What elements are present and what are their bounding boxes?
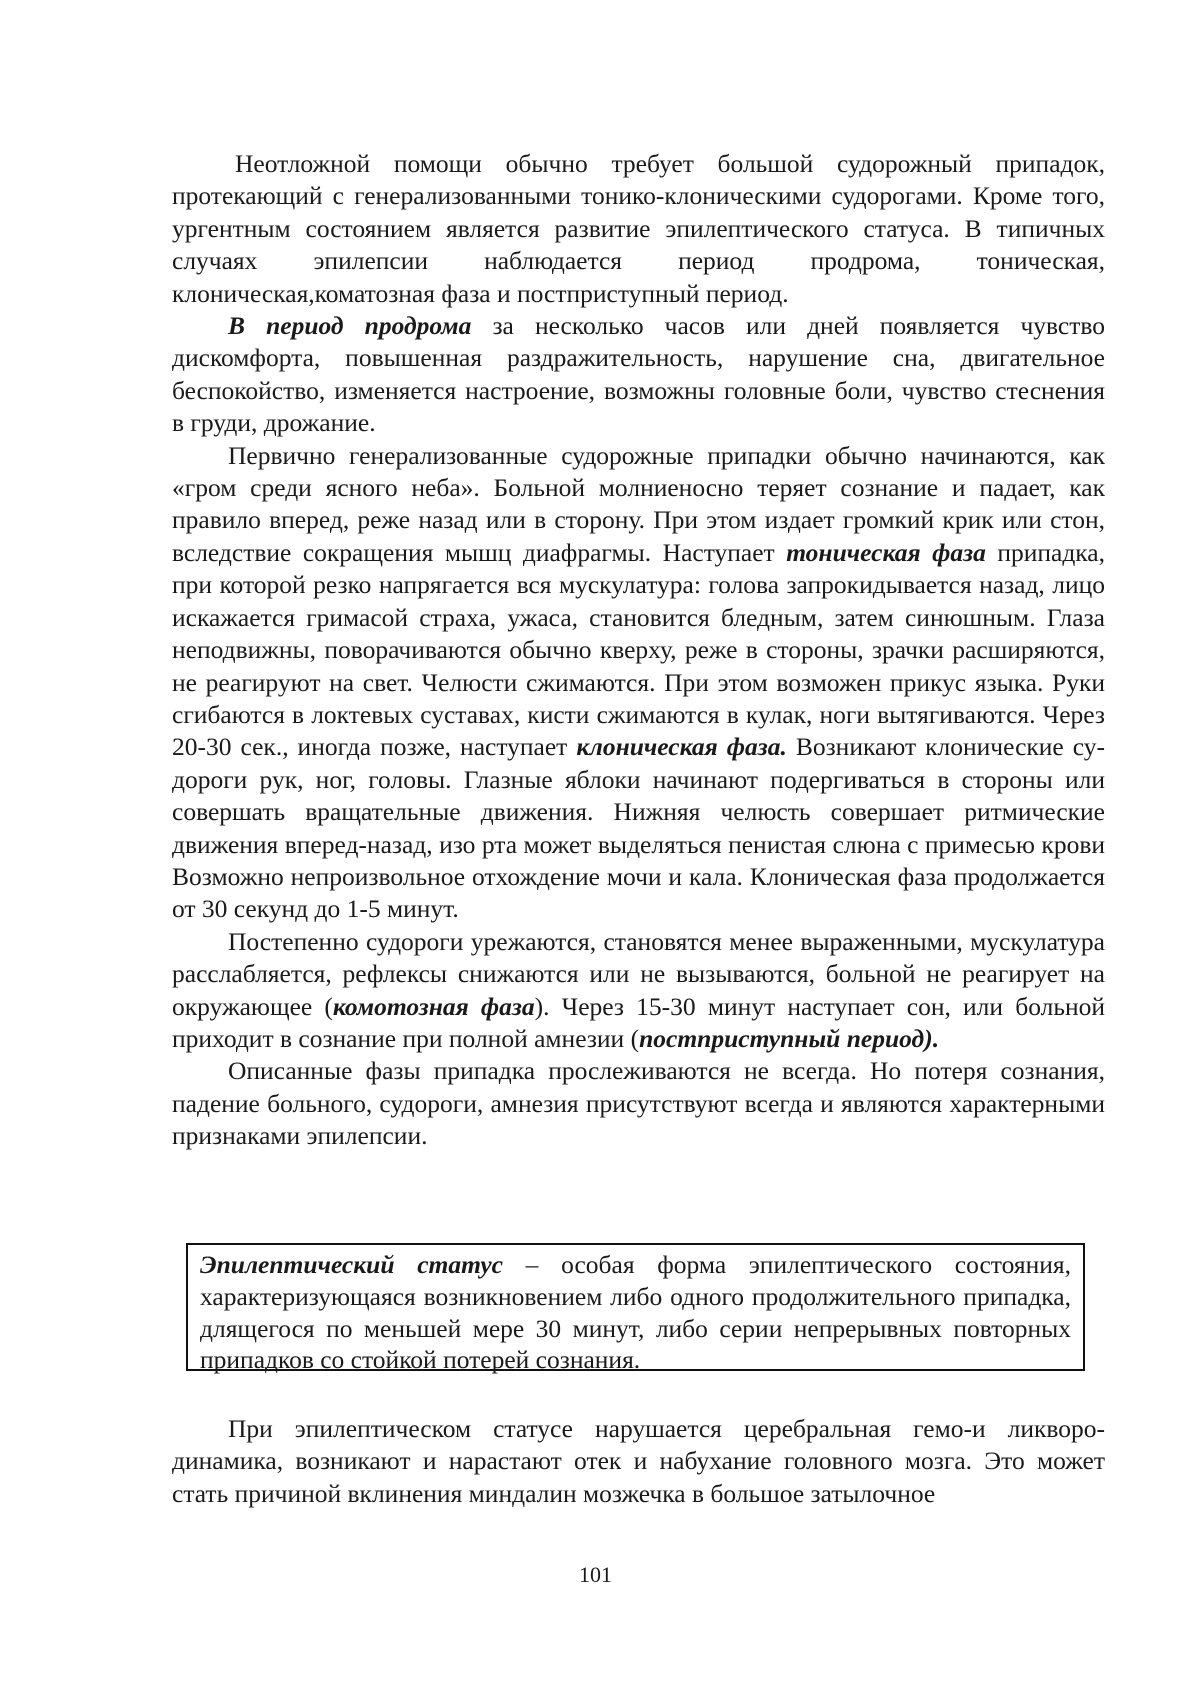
seizure-text-1: Первично генерализованные судорожные припадки обычно начинаются, как «гром среди ясного неба». Больной молниеносно теряет сознание и падает, как правило вперед, реже назад или в сторону. При этом издает громкий крик или стон, вследствие сокращения мышц диафрагмы. Наступает [172,440,1105,567]
status-consequences-text: При эпилептическом статусе нарушается церебральная гемо-и ликвородинамика, возникают и нарастают отек и набухание головного мозга. Это может стать причиной вклинения миндалин мозжечка в большое затылочное [172,1414,1105,1508]
paragraph-seizure-phases [172,440,1105,926]
main-text-block [172,148,1105,1153]
prodrome-term: В период продрома [228,311,472,341]
summary-text: Описанные фазы припадка прослеживаются не всегда. Но потеря сознания, падение больного, судороги, амнезия присутствуют всегда и являются характерными признаками эпилепсии. [172,1056,1105,1151]
bottom-text-block [172,1413,1105,1510]
page-number: 101 [579,1562,612,1587]
coma-text-1: Постепенно судороги урежаются, становятся менее выраженными, мускулатура расслабляется, рефлексы снижаются или не вызываются, больной не реагирует на окружающее ( [172,926,1105,1021]
status-epilepticus-term: Эпилептический статус [200,1250,503,1279]
clonic-phase-term: клоническая фаза. [576,732,787,762]
definition-text: – особая форма эпилептического состояния, характеризующаяся возникновением либо одного продолжительного припадка, длящегося по меньшей мере 30 минут, либо серии непрерывных повторных припадков со стойкой потерей сознания. [200,1250,1071,1375]
paragraph-status-consequences [172,1413,1105,1510]
paragraph-summary [172,1055,1105,1152]
status-epilepticus-definition-box [186,1243,1085,1375]
tonic-phase-term: тоническая фаза [786,537,986,567]
paragraph-intro-text: Неотложной помощи обычно требует большой судорожный припадок, протекающий с генерализованными тонико-клоническими судорогами. Кроме того, ургентным состоянием является развитие эпилептического статуса. В типичных случаях эпилепсии наблюдается период продрома, тоническая, клоническая,коматозная фаза и постприступный период. [172,149,1105,308]
postictal-term: постприступный период). [639,1023,940,1053]
paragraph-intro [172,148,1105,310]
seizure-text-2: припадка, при которой резко напрягается вся мускулатура: голова запрокидывается назад, лицо искажается гримасой страха, ужаса, становится бледным, затем синюшным. Глаза неподвижны, поворачиваются обычно кверху, реже в стороны, зрачки расширяются, не реагируют на свет. Челюсти сжимаются. При этом возможен прикус языка. Руки сгибаются в локтевых суставах, кисти сжимаются в кулак, ноги вытягиваются. Через 20-30 сек., иногда позже, наступает [172,537,1105,762]
prodrome-text: за несколько часов или дней появляется чувство дискомфорта, повышенная раздражительность, нарушение сна, двигательное беспокойство, изменяется настроение, возможны головные боли, чувство стеснения в груди, дрожание. [172,311,1105,438]
definition-paragraph [200,1249,1071,1376]
seizure-text-3: Возникают клонические судороги рук, ног, головы. Глазные яблоки начинают подергиваться в стороны или совершать вращательные движения. Нижняя челюсть совершает ритмические движения вперед-назад, изо рта может выделяться пенистая слюна с примесью крови Возможно непроизвольное отхождение мочи и кала. Клоническая фаза продолжается от 30 секунд до 1-5 минут. [172,732,1105,924]
coma-phase-term: комотозная фаза [332,991,535,1021]
coma-text-2: ). Через 15-30 минут наступает сон, или больной приходит в сознание при полной амнезии ( [172,991,1106,1053]
paragraph-prodrome [172,310,1105,440]
paragraph-coma-phase [172,926,1105,1056]
